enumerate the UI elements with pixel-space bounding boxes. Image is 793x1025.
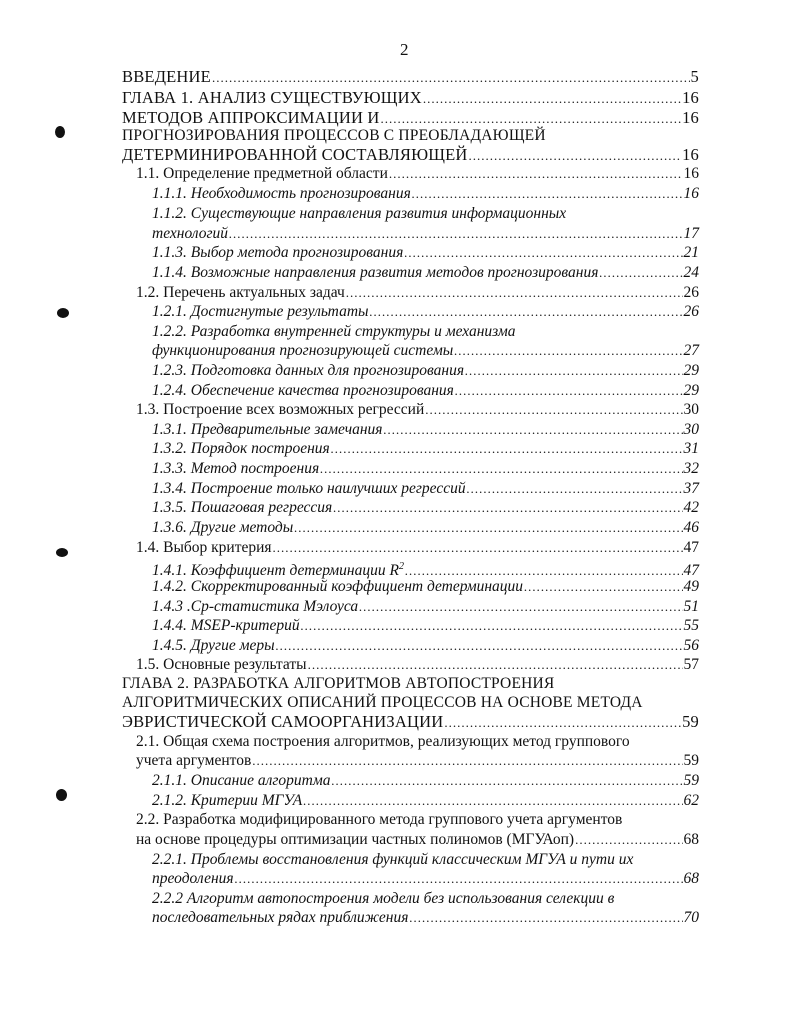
toc-entry-1-5[interactable]: 1.5. Основные результаты ..... 57 — [136, 656, 699, 674]
toc-entry-1-2-3[interactable]: 1.2.3. Подготовка данных для прогнозирования ..... 29 — [152, 362, 699, 380]
toc-chapter2-line1: ГЛАВА 2. РАЗРАБОТКА АЛГОРИТМОВ АВТОПОСТРОЕНИЯ — [122, 675, 555, 692]
toc-chapter1-line3: ПРОГНОЗИРОВАНИЯ ПРОЦЕССОВ С ПРЕОБЛАДАЮЩЕЙ — [122, 127, 546, 144]
toc-entry-1-1-4[interactable]: 1.1.4. Возможные направления развития методов прогнозирования ..... 24 — [152, 264, 699, 282]
toc-entry-chapter1-line4[interactable]: ДЕТЕРМИНИРОВАННОЙ СОСТАВЛЯЮЩЕЙ ..... 16 — [122, 146, 699, 164]
toc-entry-1-3-3[interactable]: 1.3.3. Метод построения ..... 32 — [152, 460, 699, 478]
toc-entry-1-1[interactable]: 1.1. Определение предметной области ..... 16 — [136, 165, 699, 183]
toc-entry-2-2-2[interactable]: последовательных рядах приближения ..... 70 — [152, 909, 699, 927]
toc-entry-2-1-2[interactable]: 2.1.2. Критерии МГУА ..... 62 — [152, 792, 699, 810]
toc-entry-chapter1-line2[interactable]: МЕТОДОВ АППРОКСИМАЦИИ И ..... 16 — [122, 109, 699, 127]
toc-entry-2-1[interactable]: учета аргументов ..... 59 — [136, 752, 699, 770]
scan-blot-4 — [56, 789, 67, 801]
toc-entry-1-3-6[interactable]: 1.3.6. Другие методы ..... 46 — [152, 519, 699, 537]
toc-entry-1-4-1[interactable]: 1.4.1. Коэффициент детерминации $R^2$ ..... 47 — [152, 558, 699, 576]
toc-entry-1-1-2[interactable]: технологий ..... 17 — [152, 225, 699, 243]
toc-entry-1-2-4[interactable]: 1.2.4. Обеспечение качества прогнозирования ..... 29 — [152, 382, 699, 400]
toc-entry-1-4[interactable]: 1.4. Выбор критерия ..... 47 — [136, 539, 699, 557]
toc-entry-1-2[interactable]: 1.2. Перечень актуальных задач ..... 26 — [136, 284, 699, 302]
page-number: 2 — [400, 40, 409, 59]
toc-entry-chapter1-line1[interactable]: ГЛАВА 1. АНАЛИЗ СУЩЕСТВУЮЩИХ ..... 16 — [122, 89, 699, 107]
toc-entry-1-4-5[interactable]: 1.4.5. Другие меры ..... 56 — [152, 637, 699, 655]
toc-2-2-1-line1: 2.2.1. Проблемы восстановления функций классическим МГУА и пути их — [152, 851, 634, 868]
toc-entry-1-4-3[interactable]: 1.4.3 .Ср-статистика Мэлоуса ..... 51 — [152, 598, 699, 616]
toc-2-2-2-line1: 2.2.2 Алгоритм автопостроения модели без использования селекции в — [152, 890, 615, 907]
toc-entry-1-3-5[interactable]: 1.3.5. Пошаговая регрессия ..... 42 — [152, 499, 699, 517]
toc-entry-1-4-2[interactable]: 1.4.2. Скорректированный коэффициент детерминации ..... 49 — [152, 578, 699, 596]
toc-entry-intro[interactable]: ВВЕДЕНИЕ ..... 5 — [122, 68, 699, 86]
toc-entry-1-3-1[interactable]: 1.3.1. Предварительные замечания ..... 30 — [152, 421, 699, 439]
toc-entry-1-3-4[interactable]: 1.3.4. Построение только наилучших регрессий ..... 37 — [152, 480, 699, 498]
toc-entry-2-1-1[interactable]: 2.1.1. Описание алгоритма ..... 59 — [152, 772, 699, 790]
toc-entry-1-4-4[interactable]: 1.4.4. MSEP-критерий ..... 55 — [152, 617, 699, 635]
toc-entry-1-2-1[interactable]: 1.2.1. Достигнутые результаты ..... 26 — [152, 303, 699, 321]
toc-entry-1-2-2[interactable]: функционирования прогнозирующей системы ..... 27 — [152, 342, 699, 360]
toc-2-2-line1: 2.2. Разработка модифицированного метода группового учета аргументов — [136, 811, 623, 828]
toc-entry-1-3[interactable]: 1.3. Построение всех возможных регрессий ..... 30 — [136, 401, 699, 419]
toc-1-1-2-line1: 1.1.2. Существующие направления развития информационных — [152, 205, 567, 222]
toc-entry-2-2[interactable]: на основе процедуры оптимизации частных полиномов (МГУАоп) ..... 68 — [136, 831, 699, 849]
toc-chapter2-line2: АЛГОРИТМИЧЕСКИХ ОПИСАНИЙ ПРОЦЕССОВ НА ОСНОВЕ МЕТОДА — [122, 694, 643, 711]
scan-blot-2 — [57, 308, 69, 318]
toc-2-1-line1: 2.1. Общая схема построения алгоритмов, реализующих метод группового — [136, 733, 630, 750]
toc-entry-1-1-1[interactable]: 1.1.1. Необходимость прогнозирования ..... 16 — [152, 185, 699, 203]
toc-entry-1-1-3[interactable]: 1.1.3. Выбор метода прогнозирования ..... 21 — [152, 244, 699, 262]
scan-blot-3 — [56, 548, 68, 557]
toc-entry-1-3-2[interactable]: 1.3.2. Порядок построения ..... 31 — [152, 440, 699, 458]
toc-1-2-2-line1: 1.2.2. Разработка внутренней структуры и механизма — [152, 323, 516, 340]
toc-entry-chapter2[interactable]: ЭВРИСТИЧЕСКОЙ САМООРГАНИЗАЦИИ ..... 59 — [122, 713, 699, 731]
scan-blot-1 — [55, 126, 65, 138]
toc-entry-2-2-1[interactable]: преодоления ..... 68 — [152, 870, 699, 888]
